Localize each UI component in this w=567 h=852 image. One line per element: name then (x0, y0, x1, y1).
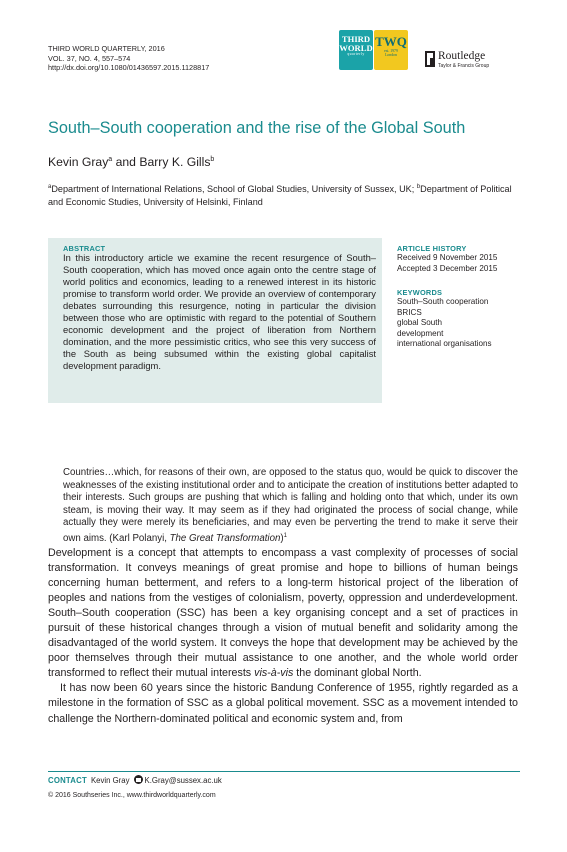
contact-label: CONTACT (48, 776, 87, 785)
abstract-heading: ABSTRACT (63, 244, 106, 253)
contact-name: Kevin Gray (90, 776, 130, 785)
author-2-sup: b (210, 155, 215, 163)
author-1[interactable]: Kevin Gray (48, 155, 109, 169)
keyword-item[interactable]: BRICS (397, 307, 422, 317)
contact-line (48, 775, 222, 785)
twq-logo (374, 30, 408, 70)
footnote-ref[interactable]: 1 (283, 532, 287, 539)
keyword-item[interactable]: development (397, 328, 444, 338)
publisher-sub: Taylor & Francis Group (438, 63, 490, 69)
article-history-heading: ARTICLE HISTORY (397, 244, 467, 253)
logo-twq-small1: est. 1979 (384, 49, 398, 53)
authors-and: and (112, 155, 140, 169)
publisher-name: Routledge (438, 50, 486, 62)
abstract-text: In this introductory article we examine the recent resurgence of South–South cooperation, which has moved once again onto the centre stage of world politics and economics, leading to a renewed interest in its historic promise to transform world order. We provide an overview of contemporary debates surrounding this resurgence, noting in particular the division between those who are optimistic with regard to the potential of Southern economic development and the project of liberation from Northern domination, and the more pessimistic critics, who see this very success of the South as being subsumed within the existing global capitalist development paradigm. (63, 252, 376, 371)
logo-tw-small: quarterly (347, 52, 365, 57)
logo-twq-small2: London (385, 53, 397, 58)
footer-divider (48, 771, 520, 772)
affiliations (48, 181, 520, 208)
contact-email[interactable]: K.Gray@sussex.ac.uk (144, 776, 222, 785)
paragraph-2: It has now been 60 years since the historic Bandung Conference of 1955, rightly regarded as a milestone in the formation of SSC as a global political movement. SSC as a movement intended to challenge the Northern-dominated political and economic system and, from (48, 682, 518, 725)
received-date: Received 9 November 2015 (397, 253, 498, 262)
logo-tw-line1: THIRD (341, 34, 371, 44)
routledge-logo-icon (425, 51, 435, 67)
logo-twq-text: TWQ (375, 34, 407, 49)
p1-italic: vis-à-vis (254, 667, 294, 680)
body-text (48, 546, 518, 727)
affil-a-sup: a (48, 184, 52, 190)
article-title: South–South cooperation and the rise of the Global South (48, 119, 466, 137)
logo-tw-line2: WORLD (339, 42, 373, 53)
keyword-item[interactable]: global South (397, 318, 443, 327)
keyword-item[interactable]: South–South cooperation (397, 297, 489, 306)
authors (48, 155, 214, 169)
paragraph-1 (48, 546, 518, 681)
affil-b: Department of Political and Economic Studies, University of Helsinki, Finland (48, 184, 512, 207)
epigraph-close: ) (280, 533, 284, 545)
epigraph-text: Countries…which, for reasons of their own, are opposed to the status quo, would be quick to discover the weaknesses of the existing institutional order and to anticipate the creation of institutions better adapted to their interests. Such groups are pushing that which is falling and holding onto that which, under its own steam, is moving their way. It may seem as if they had originated the process of social change, while actually they were merely its beneficiaries, and may even be perverting the trend to make it serve their own aims. (Karl Polanyi, (63, 467, 518, 545)
email-icon (134, 775, 143, 784)
p1-start: Development is a concept that attempts to encompass a vast complexity of processes of social transformation. It conveys meanings of great promise and hope to billions of human beings concerning human betterment, and refers to a long-term historical project of the liberation of peoples and nations from the vestiges of colonialism, poverty, oppression and underdevelopment. South–South cooperation (SSC) has been a key organising concept and a set of practices in pursuit of these historical changes through a vision of mutual benefit and solidarity among the disadvantaged of the world system. It conveys the hope that development may be achieved by the poor themselves through their mutual assistance to one another, and the whole world order transformed to reflect their mutual interests (48, 547, 518, 680)
journal-volume: VOL. 37, NO. 4, 557–574 (48, 53, 131, 63)
keywords-heading: KEYWORDS (397, 288, 443, 297)
copyright: © 2016 Southseries Inc., www.thirdworldquarterly.com (48, 792, 216, 799)
epigraph (63, 467, 518, 546)
journal-name: THIRD WORLD QUARTERLY, 2016 (48, 44, 165, 53)
p1-end: the dominant global North. (293, 667, 422, 680)
journal-meta (48, 44, 209, 73)
third-world-logo (339, 30, 373, 70)
affil-b-sup: b (416, 184, 421, 190)
author-2[interactable]: Barry K. Gills (139, 155, 211, 169)
author-1-sup: a (108, 155, 113, 163)
accepted-date: Accepted 3 December 2015 (397, 263, 498, 273)
epigraph-book: The Great Transformation (169, 533, 281, 545)
journal-doi[interactable]: http://dx.doi.org/10.1080/01436597.2015.1128817 (48, 63, 210, 73)
keyword-item[interactable]: international organisations (397, 339, 492, 348)
affil-a: Department of International Relations, School of Global Studies, University of Sussex, UK; (51, 184, 417, 195)
